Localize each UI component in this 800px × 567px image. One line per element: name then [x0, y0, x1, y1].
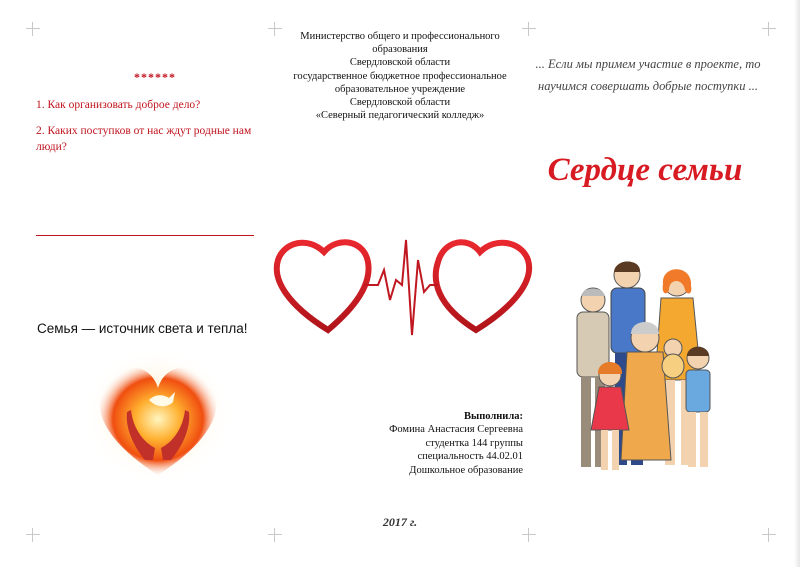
question-2: 2. Каких поступков от нас ждут родные нам люди? — [36, 125, 252, 153]
year: 2017 г. — [382, 515, 418, 529]
author-label: Выполнила: — [464, 411, 523, 422]
brochure-title: Сердце семьи — [547, 152, 743, 188]
crop-mark — [762, 528, 776, 542]
question-1: 1. Как организовать доброе дело? — [36, 99, 201, 111]
author-block — [355, 410, 523, 477]
ministry-line: Министерство общего и профессионального образования — [300, 31, 500, 56]
ministry-line: «Северный педагогический колледж» — [315, 110, 485, 122]
heart-ekg-icon — [268, 230, 536, 350]
crop-mark — [762, 22, 776, 36]
ministry-line: Свердловской области — [349, 57, 451, 69]
left-panel — [30, 70, 260, 155]
author-line: специальность 44.02.01 — [417, 451, 523, 463]
quote: ... Если мы примем участие в проекте, то научимся совершать добрые поступки ... — [535, 57, 761, 93]
ministry-line: Свердловской области — [349, 97, 451, 109]
stars-divider: ****** — [134, 70, 176, 84]
family-motto: Семья — источник света и тепла! — [37, 321, 248, 336]
crop-mark — [522, 22, 536, 36]
crop-mark — [522, 528, 536, 542]
heart-hands-icon — [83, 350, 233, 485]
author-line: Дошкольное образование — [409, 464, 523, 476]
author-line: Фомина Анастасия Сергеевна — [389, 424, 523, 436]
ministry-line: государственное бюджетное профессиональное образовательное учреждение — [293, 70, 507, 95]
page-edge-shadow — [794, 0, 800, 567]
crop-mark — [26, 528, 40, 542]
ministry-header — [285, 30, 515, 122]
author-line: студентка 144 группы — [425, 437, 523, 449]
crop-mark — [26, 22, 40, 36]
crop-mark — [268, 528, 282, 542]
family-illustration — [555, 250, 735, 480]
crop-mark — [268, 22, 282, 36]
red-divider — [36, 235, 254, 236]
